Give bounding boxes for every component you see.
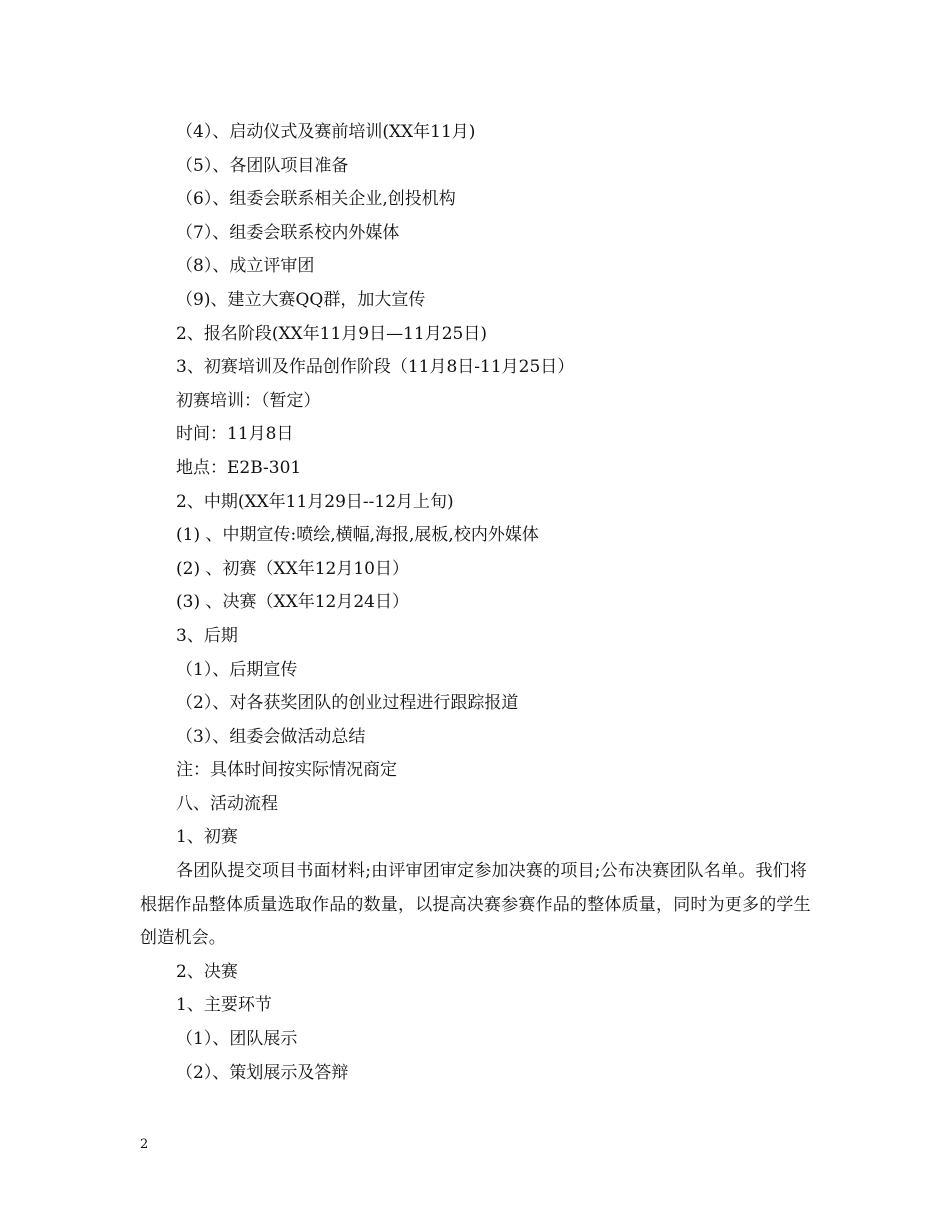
text-line: 1、主要环节 bbox=[176, 995, 272, 1016]
text-line: 时间：11月8日 bbox=[176, 424, 294, 445]
text-line: （9)、建立大赛QQ群，加大宣传 bbox=[176, 289, 426, 310]
text-line: （3）、组委会做活动总结 bbox=[176, 726, 366, 747]
text-line: (2) 、初赛（XX年12月10日） bbox=[176, 558, 409, 579]
text-line: 3、后期 bbox=[176, 625, 238, 646]
text-line: 初赛培训：（暂定） bbox=[176, 390, 321, 411]
text-line: 地点：E2B-301 bbox=[176, 457, 302, 478]
text-line: （4）、启动仪式及赛前培训(XX年11月) bbox=[176, 122, 476, 142]
text-line: （8）、成立评审团 bbox=[176, 256, 315, 277]
text-line: 1、初赛 bbox=[176, 827, 238, 848]
text-line: （5）、各团队项目准备 bbox=[176, 155, 349, 176]
text-line: (1) 、中期宣传:喷绘,横幅,海报,展板,校内外媒体 bbox=[176, 525, 539, 546]
text-line: 2、决赛 bbox=[176, 961, 238, 982]
text-line: （6）、组委会联系相关企业,创投机构 bbox=[176, 189, 456, 210]
text-line: （2）、对各获奖团队的创业过程进行跟踪报道 bbox=[176, 693, 519, 714]
text-line: 2、中期(XX年11月29日--12月上旬) bbox=[176, 491, 454, 512]
document-body bbox=[140, 116, 820, 1090]
paragraph: 各团队提交项目书面材料;由评审团审定参加决赛的项目;公布决赛团队名单。我们将根据作品整体质量选取作品的数量，以提高决赛参赛作品的整体质量，同时为更多的学生创造机会。 bbox=[140, 861, 811, 949]
text-line: （2）、策划展示及答辩 bbox=[176, 1062, 349, 1083]
text-line: （1）、后期宣传 bbox=[176, 659, 298, 680]
page-number: 2 bbox=[140, 1137, 149, 1152]
text-line: 八、活动流程 bbox=[176, 793, 278, 814]
text-line: （1）、团队展示 bbox=[176, 1029, 298, 1050]
text-line: 2、报名阶段(XX年11月9日—11月25日) bbox=[176, 323, 487, 344]
text-line: 注：具体时间按实际情况商定 bbox=[176, 760, 397, 781]
text-line: (3) 、决赛（XX年12月24日） bbox=[176, 592, 409, 613]
text-line: （7）、组委会联系校内外媒体 bbox=[176, 222, 400, 243]
text-line: 3、初赛培训及作品创作阶段（11月8日-11月25日） bbox=[176, 357, 575, 378]
